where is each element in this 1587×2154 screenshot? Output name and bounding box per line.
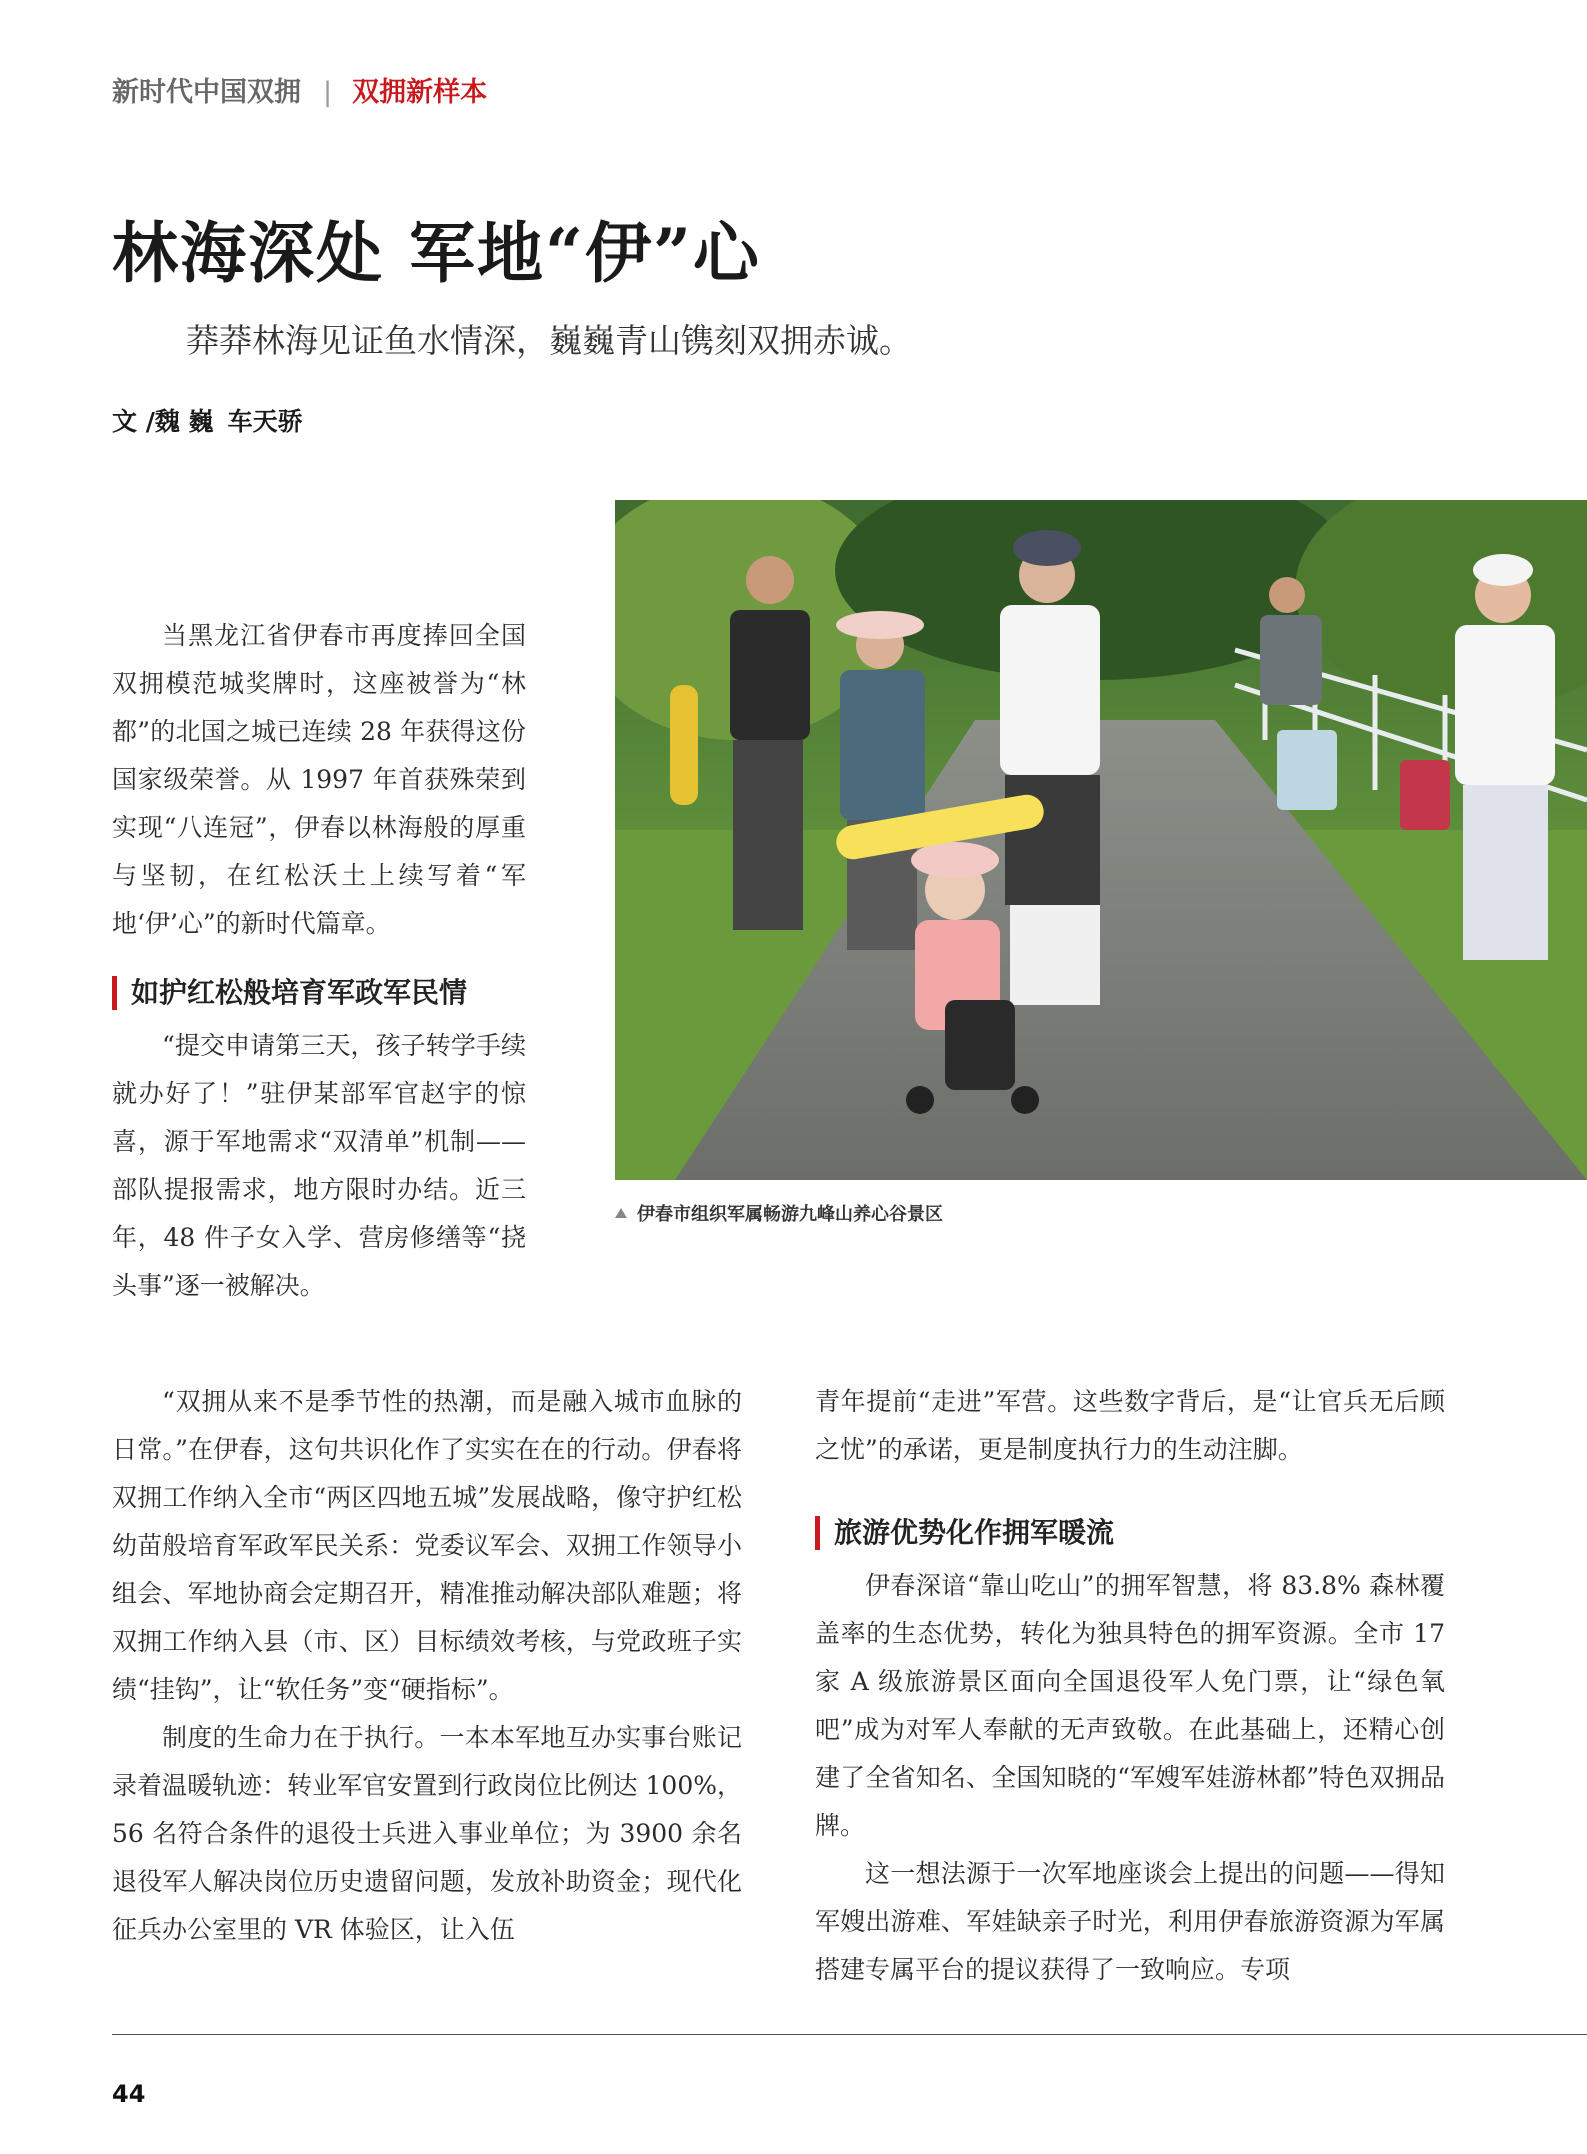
byline-prefix: 文 /: [112, 407, 155, 436]
caption-triangle-icon: [615, 1208, 627, 1218]
article-photo: [615, 500, 1587, 1180]
article-title: 林海深处 军地“伊”心: [112, 214, 761, 292]
body-paragraph: 这一想法源于一次军地座谈会上提出的问题——得知军嫂出游难、军娃缺亲子时光，利用伊春旅游资源为军属搭建专属平台的提议获得了一致响应。专项: [815, 1859, 1445, 1984]
caption-text: 伊春市组织军属畅游九峰山养心谷景区: [637, 1204, 943, 1225]
footer-rule: [112, 2034, 1587, 2035]
page-number: 44: [112, 2080, 146, 2108]
column-right-lower: [815, 1378, 1445, 1994]
header-column-name: 新时代中国双拥: [112, 77, 301, 108]
body-paragraph: 青年提前“走进”军营。这些数字背后，是“让官兵无后顾之忧”的承诺，更是制度执行力的生动注脚。: [815, 1387, 1445, 1464]
body-paragraph: “提交申请第三天，孩子转学手续就办好了！”驻伊某部军官赵宇的惊喜，源于军地需求“双清单”机制——部队提报需求，地方限时办结。近三年，48 件子女入学、营房修缮等“挠头事”逐一被解决。: [112, 1031, 526, 1300]
article-subtitle: 莽莽林海见证鱼水情深，巍巍青山镌刻双拥赤诚。: [186, 321, 912, 360]
photo-caption: [615, 1200, 943, 1226]
body-paragraph: 制度的生命力在于执行。一本本军地互办实事台账记录着温暖轨迹：转业军官安置到行政岗位比例达 100%，56 名符合条件的退役士兵进入事业单位；为 3900 余名退役军人解决岗位历史遗留问题，发放补助资金；现代化征兵办公室里的 VR 体验区，让入伍: [112, 1723, 742, 1944]
body-paragraph: 伊春深谙“靠山吃山”的拥军智慧，将 83.8% 森林覆盖率的生态优势，转化为独具特色的拥军资源。全市 17 家 A 级旅游景区面向全国退役军人免门票，让“绿色氧吧”成为对军人奉献的无声致敬。在此基础上，还精心创建了全省知名、全国知晓的“军嫂军娃游林都”特色双拥品牌。: [815, 1571, 1445, 1840]
byline: [112, 402, 303, 438]
column-left-lower: [112, 1378, 742, 1954]
header-section-name: 双拥新样本: [352, 77, 488, 108]
author-name: 车天骄: [227, 407, 303, 436]
author-name: 魏 巍: [154, 407, 214, 436]
section-heading: 如护红松般培育军政军民情: [112, 976, 526, 1010]
column-left-upper: [112, 612, 526, 1310]
body-paragraph: “双拥从来不是季节性的热潮，而是融入城市血脉的日常。”在伊春，这句共识化作了实实在在的行动。伊春将双拥工作纳入全市“两区四地五城”发展战略，像守护红松幼苗般培育军政军民关系：党委议军会、双拥工作领导小组会、军地协商会定期召开，精准推动解决部队难题；将双拥工作纳入县（市、区）目标绩效考核，与党政班子实绩“挂钩”，让“软任务”变“硬指标”。: [112, 1387, 742, 1704]
page-header: [112, 70, 487, 109]
section-heading: 旅游优势化作拥军暖流: [815, 1516, 1445, 1550]
header-separator: |: [323, 77, 333, 108]
body-paragraph: 当黑龙江省伊春市再度捧回全国双拥模范城奖牌时，这座被誉为“林都”的北国之城已连续 28 年获得这份国家级荣誉。从 1997 年首获殊荣到实现“八连冠”，伊春以林海般的厚重与坚韧，在红松沃土上续写着“军地‘伊’心”的新时代篇章。: [112, 621, 526, 938]
